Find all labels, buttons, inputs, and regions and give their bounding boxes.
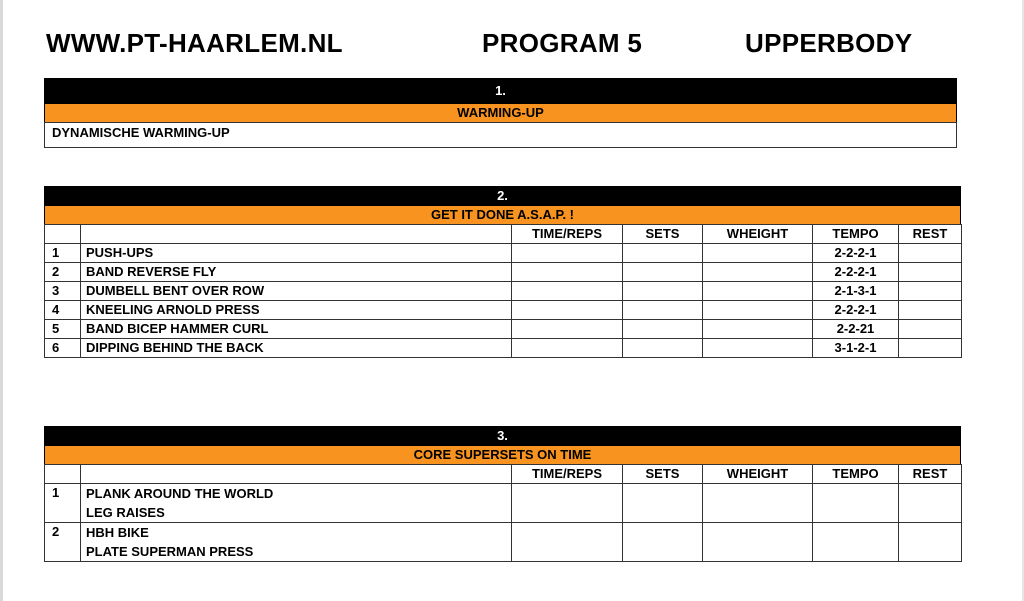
time-reps-cell[interactable] (512, 301, 623, 320)
col-number-header (45, 225, 81, 244)
sets-cell[interactable] (623, 320, 703, 339)
section-title: CORE SUPERSETS ON TIME (44, 446, 961, 464)
tempo-cell: 3-1-2-1 (813, 339, 899, 358)
table-header-row (45, 225, 962, 244)
exercise-name: KNEELING ARNOLD PRESS (81, 301, 512, 320)
col-tempo-header: TEMPO (813, 225, 899, 244)
section-title: WARMING-UP (44, 104, 957, 122)
warmup-item: DYNAMISCHE WARMING-UP (45, 123, 957, 148)
time-reps-cell[interactable] (512, 244, 623, 263)
sets-cell[interactable] (623, 282, 703, 301)
tempo-cell: 2-2-2-1 (813, 301, 899, 320)
superset-exercises (81, 523, 512, 562)
weight-cell[interactable] (703, 301, 813, 320)
sets-cell[interactable] (623, 244, 703, 263)
tempo-cell[interactable] (813, 523, 899, 562)
rest-cell[interactable] (899, 282, 962, 301)
table-row (45, 320, 962, 339)
table-row (45, 263, 962, 282)
weight-cell[interactable] (703, 244, 813, 263)
col-number-header (45, 465, 81, 484)
table-row (45, 301, 962, 320)
row-number: 6 (45, 339, 81, 358)
table-row (45, 339, 962, 358)
page-edge-left (0, 0, 3, 601)
rest-cell[interactable] (899, 263, 962, 282)
tempo-cell: 2-1-3-1 (813, 282, 899, 301)
rest-cell[interactable] (899, 484, 962, 523)
col-sets-header: SETS (623, 465, 703, 484)
sets-cell[interactable] (623, 523, 703, 562)
row-number: 5 (45, 320, 81, 339)
exercise-name: LEG RAISES (86, 505, 165, 520)
table-row (45, 282, 962, 301)
row-number: 3 (45, 282, 81, 301)
rest-cell[interactable] (899, 301, 962, 320)
warmup-table (44, 122, 957, 148)
exercise-name: PUSH-UPS (81, 244, 512, 263)
sets-cell[interactable] (623, 339, 703, 358)
time-reps-cell[interactable] (512, 320, 623, 339)
col-time-reps-header: TIME/REPS (512, 465, 623, 484)
row-number: 1 (45, 244, 81, 263)
tempo-cell[interactable] (813, 484, 899, 523)
row-number: 2 (45, 263, 81, 282)
table-header-row (45, 465, 962, 484)
sets-cell[interactable] (623, 484, 703, 523)
col-weight-header: WHEIGHT (703, 465, 813, 484)
col-tempo-header: TEMPO (813, 465, 899, 484)
weight-cell[interactable] (703, 484, 813, 523)
col-sets-header: SETS (623, 225, 703, 244)
exercise-name: DUMBELL BENT OVER ROW (81, 282, 512, 301)
time-reps-cell[interactable] (512, 523, 623, 562)
rest-cell[interactable] (899, 320, 962, 339)
col-time-reps-header: TIME/REPS (512, 225, 623, 244)
exercise-name: PLATE SUPERMAN PRESS (86, 544, 254, 559)
section-title: GET IT DONE A.S.A.P. ! (44, 206, 961, 224)
col-rest-header: REST (899, 225, 962, 244)
time-reps-cell[interactable] (512, 484, 623, 523)
section-number: 1. (44, 78, 957, 104)
row-number: 4 (45, 301, 81, 320)
col-exercise-header (81, 465, 512, 484)
col-weight-header: WHEIGHT (703, 225, 813, 244)
tempo-cell: 2-2-2-1 (813, 244, 899, 263)
exercise-name: PLANK AROUND THE WORLD (86, 486, 274, 501)
program-focus: UPPERBODY (745, 28, 913, 58)
sets-cell[interactable] (623, 301, 703, 320)
tempo-cell: 2-2-21 (813, 320, 899, 339)
col-rest-header: REST (899, 465, 962, 484)
weight-cell[interactable] (703, 282, 813, 301)
exercise-name: HBH BIKE (86, 525, 149, 540)
section-get-it-done (44, 186, 961, 358)
rest-cell[interactable] (899, 523, 962, 562)
rest-cell[interactable] (899, 244, 962, 263)
document-header (0, 28, 1024, 62)
exercise-name: BAND REVERSE FLY (81, 263, 512, 282)
exercise-name: DIPPING BEHIND THE BACK (81, 339, 512, 358)
time-reps-cell[interactable] (512, 282, 623, 301)
table-row (45, 484, 962, 523)
exercise-table (44, 224, 962, 358)
time-reps-cell[interactable] (512, 339, 623, 358)
row-number: 2 (45, 523, 81, 562)
program-title: PROGRAM 5 (482, 28, 643, 58)
site-url: WWW.PT-HAARLEM.NL (46, 28, 343, 58)
section-warming-up (44, 78, 957, 148)
rest-cell[interactable] (899, 339, 962, 358)
tempo-cell: 2-2-2-1 (813, 263, 899, 282)
weight-cell[interactable] (703, 339, 813, 358)
section-number: 2. (44, 186, 961, 206)
exercise-name: BAND BICEP HAMMER CURL (81, 320, 512, 339)
time-reps-cell[interactable] (512, 263, 623, 282)
section-number: 3. (44, 426, 961, 446)
superset-exercises (81, 484, 512, 523)
weight-cell[interactable] (703, 263, 813, 282)
section-core-supersets (44, 426, 961, 562)
col-exercise-header (81, 225, 512, 244)
sets-cell[interactable] (623, 263, 703, 282)
superset-table (44, 464, 962, 562)
weight-cell[interactable] (703, 523, 813, 562)
table-row (45, 244, 962, 263)
table-row (45, 523, 962, 562)
row-number: 1 (45, 484, 81, 523)
table-row (45, 123, 957, 148)
weight-cell[interactable] (703, 320, 813, 339)
